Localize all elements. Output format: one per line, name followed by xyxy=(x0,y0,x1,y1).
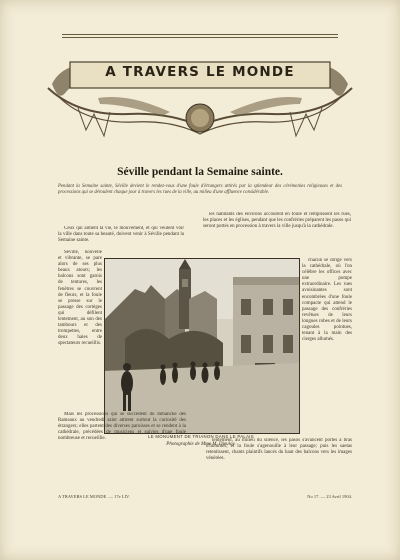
top-rule xyxy=(62,34,338,35)
column-left-narrow xyxy=(58,250,102,410)
street-photograph xyxy=(104,258,300,434)
photo-image xyxy=(105,259,299,433)
masthead-banner xyxy=(38,54,362,142)
paragraph: les habitants des environs accourent en foule et remplissent les rues, les places et les églises, pendant que les confréries préparent les pasos qui seront portés en procession à travers la ville jusqu'à la cathédrale. xyxy=(203,212,351,230)
column-right-top xyxy=(203,212,351,260)
column-right-bottom xyxy=(206,438,352,480)
footer-issue-label: A TRAVERS LE MONDE. — 17e LIV. xyxy=(58,494,130,499)
photo-credit: Photographie de Mme M. Dieuloy. xyxy=(166,442,236,447)
column-right-narrow xyxy=(302,258,352,428)
photo-caption: LE MONUMENT DE TRIANON DANS LE PALAIS xyxy=(148,434,254,439)
paragraph: Mais les processions qui se succèdent du dimanche des Rameaux au vendredi saint attirent surtout la curiosité des étrangers; elles partent des diverses paroisses et se rendent à la cathédrale, précédées de musiciens et suivies d'une foule nombreuse et recueillie. xyxy=(58,412,186,442)
paragraph: Séville, nouvelle et vibrante, se pare alors de ses plus beaux atours; les balcons sont garnis de tentures, les fenêtres se couvrent de fleurs, et la foule se presse sur le passage des cortèges qui défilent lentement, au son des tambours et des trompettes, entre deux haies de spectateurs recueillis. xyxy=(58,250,102,347)
column-left-top xyxy=(58,226,184,250)
paragraph: lentement, au milieu du silence, les pasos s'avancent portés à bras d'hommes, et la foule s'agenouille à leur passage; puis les saetas retentissent, chants plaintifs lancés du haut des balcons vers les images vénérées. xyxy=(206,438,352,462)
footer-date: No 17. — 23 Avril 1904. xyxy=(307,494,352,499)
article-headline: Séville pendant la Semaine sainte. xyxy=(117,166,283,178)
article-lead: Pendant la Semaine sainte, Séville devient le rendez-vous d'une foule d'étrangers attirés par la splendeur des cérémonies religieuses et des processions qui se déroulent chaque jour à travers les rues de la ville, au milieu d'une affluence considérable. xyxy=(58,184,342,196)
paragraph: Ceux qui aiment la vie, le mouvement, et qui veulent voir la ville dans toute sa beauté, doivent venir à Séville pendant la Semaine sainte. xyxy=(58,226,184,244)
top-rule-double xyxy=(62,37,338,38)
masthead-title: A TRAVERS LE MONDE xyxy=(105,64,295,80)
column-left-bottom xyxy=(58,412,186,478)
paragraph: chacun se dirige vers la cathédrale, où l'on célèbre les offices avec une pompe extraordinaire. Les rues avoisinantes sont encombrées d'une foule compacte qui attend le passage des confréries revêtues de leurs longues robes et de leurs cagoules pointues, tenant à la main des cierges allumés. xyxy=(302,258,352,343)
